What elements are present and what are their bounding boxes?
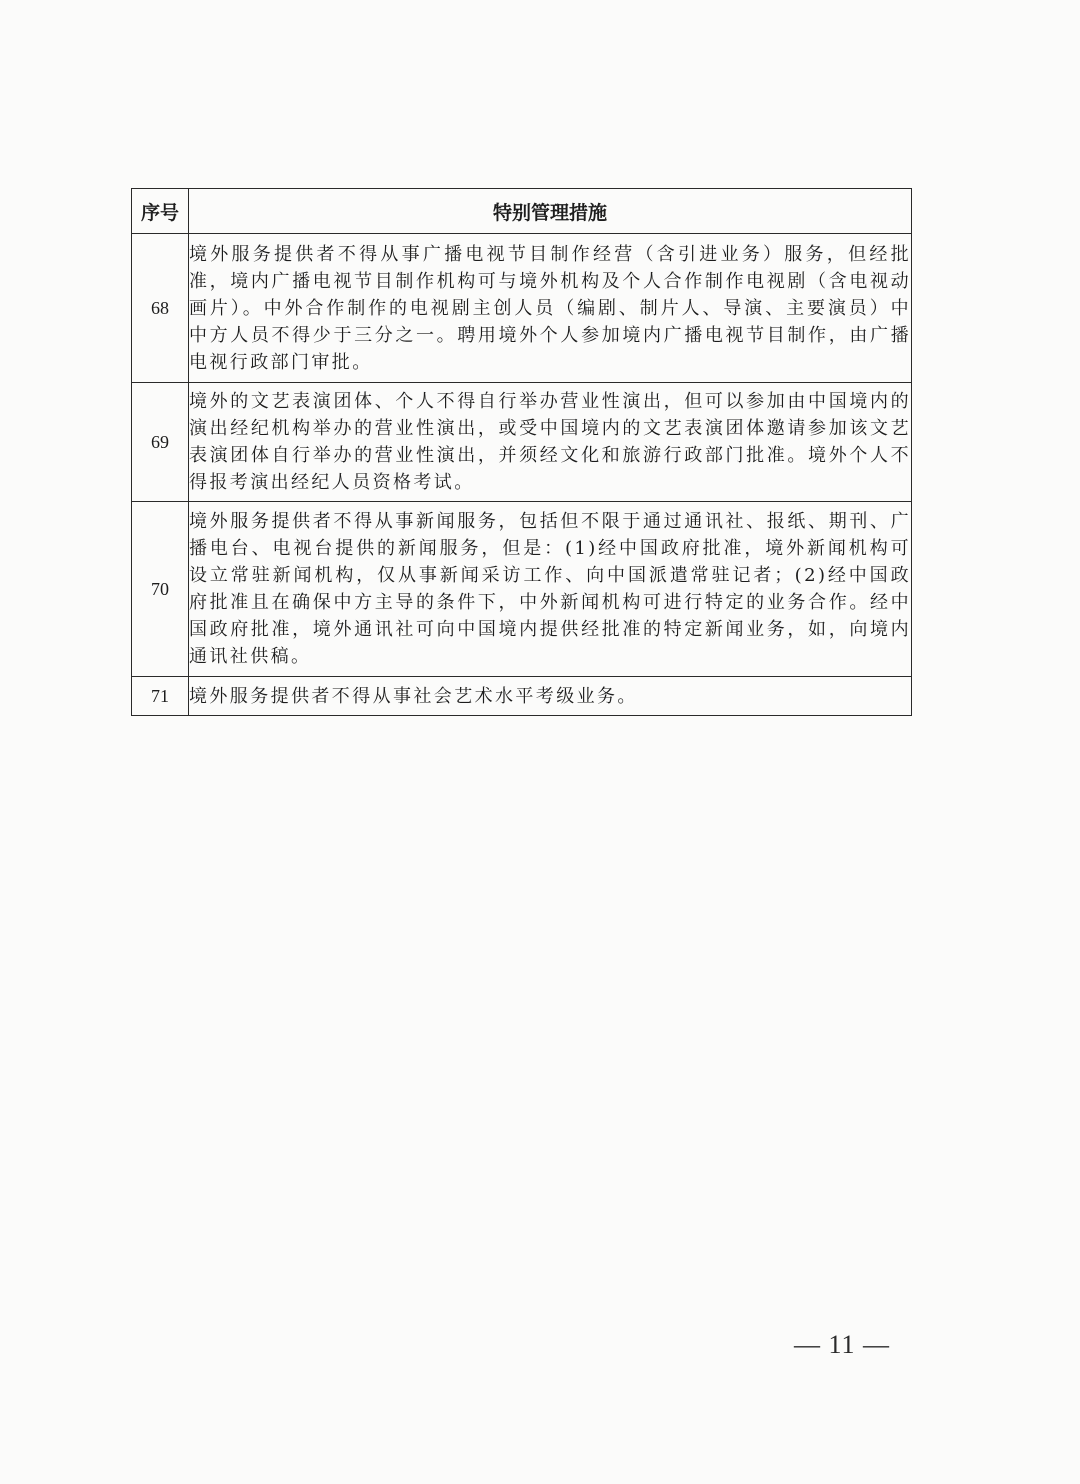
header-number: 序号 <box>132 189 189 234</box>
row-measure-text: 境外服务提供者不得从事新闻服务，包括但不限于通过通讯社、报纸、期刊、广播电台、电视台提供的新闻服务，但是：(1)经中国政府批准，境外新闻机构可设立常驻新闻机构，仅从事新闻采访工作、向中国派遣常驻记者；(2)经中国政府批准且在确保中方主导的条件下，中外新闻机构可进行特定的业务合作。经中国政府批准，境外通讯社可向中国境内提供经批准的特定新闻业务，如，向境内通讯社供稿。 <box>189 502 912 677</box>
row-number: 71 <box>132 677 189 716</box>
table-row <box>132 502 912 677</box>
row-measure-text: 境外的文艺表演团体、个人不得自行举办营业性演出，但可以参加由中国境内的演出经纪机构举办的营业性演出，或受中国境内的文艺表演团体邀请参加该文艺表演团体自行举办的营业性演出，并须经文化和旅游行政部门批准。境外个人不得报考演出经纪人员资格考试。 <box>189 383 912 502</box>
row-measure-text: 境外服务提供者不得从事广播电视节目制作经营（含引进业务）服务，但经批准，境内广播电视节目制作机构可与境外机构及个人合作制作电视剧（含电视动画片）。中外合作制作的电视剧主创人员（编剧、制片人、导演、主要演员）中中方人员不得少于三分之一。聘用境外个人参加境内广播电视节目制作，由广播电视行政部门审批。 <box>189 234 912 383</box>
table-row <box>132 677 912 716</box>
special-measures-table <box>131 188 912 716</box>
table-header-row <box>132 189 912 234</box>
table-row <box>132 383 912 502</box>
header-measure: 特别管理措施 <box>189 189 912 234</box>
row-measure-text: 境外服务提供者不得从事社会艺术水平考级业务。 <box>189 677 912 716</box>
table-row <box>132 234 912 383</box>
page-number: — 11 — <box>793 1330 891 1359</box>
row-number: 68 <box>132 234 189 383</box>
row-number: 70 <box>132 502 189 677</box>
row-number: 69 <box>132 383 189 502</box>
